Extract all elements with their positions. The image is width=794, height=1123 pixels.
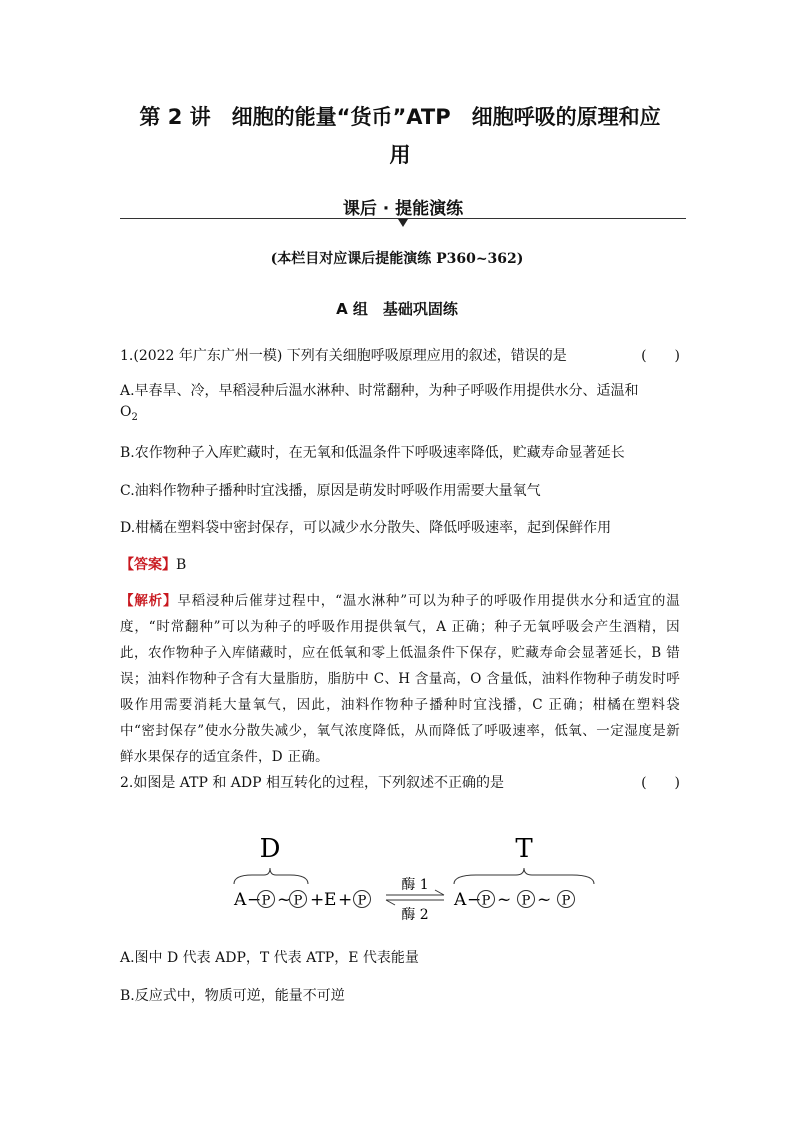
brace-d	[234, 868, 308, 884]
q2-stem: 2.如图是 ATP 和 ADP 相互转化的过程，下列叙述不正确的是	[120, 775, 505, 791]
q1-stem-row	[120, 345, 680, 365]
q2-option-a: A.图中 D 代表 ADP，T 代表 ATP，E 代表能量	[120, 950, 419, 966]
phosphate-label: P	[261, 893, 271, 909]
section-banner	[120, 192, 686, 232]
q1-option-a-cont	[120, 404, 680, 423]
plus-sign: +	[338, 890, 353, 910]
q2-option-b: B.反应式中，物质可逆，能量不可逆	[120, 988, 345, 1004]
q1-option-a-line1: A.早春旱、冷，早稻浸种后温水淋种、时常翻种，为种子呼吸作用提供水分、适温和	[120, 383, 639, 399]
explanation-text: 早稻浸种后催芽过程中，“温水淋种”可以为种子的呼吸作用提供水分和适宜的温度，“时常翻种”可以为种子的呼吸作用提供氧气，A 正确；种子无氧呼吸会产生酒精，因此，农作物种子入库储藏时，应在低氧和零上低温条件下保存，贮藏寿命会显著延长，B 错误；油料作物种子含有大量脂肪，脂肪中 C、H 含量高，O 含量低，油料作物种子萌发时呼吸作用需要消耗大量氧气，因此，油料作物种子播种时宜浅播，C 正确；柑橘在塑料袋中“密封保存”使水分散失减少，氧气浓度降低，从而降低了呼吸速率，低氧、一定湿度是新鲜水果保存的适宜条件，D 正确。	[120, 593, 680, 765]
q1-explanation	[120, 588, 680, 770]
q1-option-d: D.柑橘在塑料袋中密封保存，可以减少水分散失、降低呼吸速率，起到保鲜作用	[120, 520, 612, 536]
q1-answer-paren: ( )	[641, 348, 680, 364]
section-label: 课后 · 提能演练	[342, 199, 464, 219]
phosphate-label: P	[561, 893, 571, 909]
q2-stem-row	[120, 772, 680, 792]
energy-e: E	[324, 890, 337, 910]
title-line-1: 第 2 讲 细胞的能量“货币”ATP 细胞呼吸的原理和应	[139, 105, 661, 129]
bond-high-energy: ~	[277, 890, 292, 910]
title-line-2: 用	[389, 143, 411, 167]
answer-value: B	[176, 557, 187, 573]
q1-option-b: B.农作物种子入库贮藏时，在无氧和低温条件下呼吸速率降低，贮藏寿命显著延长	[120, 445, 625, 461]
q2-answer-paren: ( )	[641, 775, 680, 791]
bond-high-energy: ~	[537, 890, 552, 910]
q1-option-a-subscript: 2	[131, 411, 138, 423]
phosphate-label: P	[521, 893, 531, 909]
label-t: T	[515, 834, 533, 864]
bond-single-left: −	[247, 890, 262, 910]
brace-t	[454, 868, 594, 884]
source-note: (本栏目对应课后提能演练 P360~362)	[270, 251, 524, 267]
group-title: A 组 基础巩固练	[336, 300, 458, 318]
enzyme-1-label: 酶 1	[401, 877, 429, 893]
phosphate-label: P	[357, 893, 367, 909]
q1-stem: 1.(2022 年广东广州一模) 下列有关细胞呼吸原理应用的叙述，错误的是	[120, 348, 567, 364]
plus-sign: +	[310, 890, 325, 910]
page-title	[100, 98, 700, 174]
atp-adp-diagram	[226, 828, 596, 928]
answer-label: 【答案】	[120, 557, 176, 573]
reverse-arrow-head	[386, 900, 395, 905]
bond-single-right: −	[467, 890, 482, 910]
enzyme-2-label: 酶 2	[401, 907, 429, 923]
q1-option-a	[120, 380, 680, 400]
bond-high-energy: ~	[497, 890, 512, 910]
phosphate-label: P	[293, 893, 303, 909]
q1-option-c: C.油料作物种子播种时宜浅播，原因是萌发时呼吸作用需要大量氧气	[120, 483, 541, 499]
forward-arrow-head	[435, 890, 444, 895]
q1-answer	[120, 554, 680, 574]
explanation-label: 【解析】	[120, 593, 178, 609]
triangle-down-icon	[398, 219, 408, 227]
phosphate-label: P	[481, 893, 491, 909]
adenosine-left: A	[234, 890, 247, 910]
q1-option-a-line2: O	[120, 404, 132, 420]
label-d: D	[259, 834, 281, 864]
adenosine-right: A	[454, 890, 467, 910]
